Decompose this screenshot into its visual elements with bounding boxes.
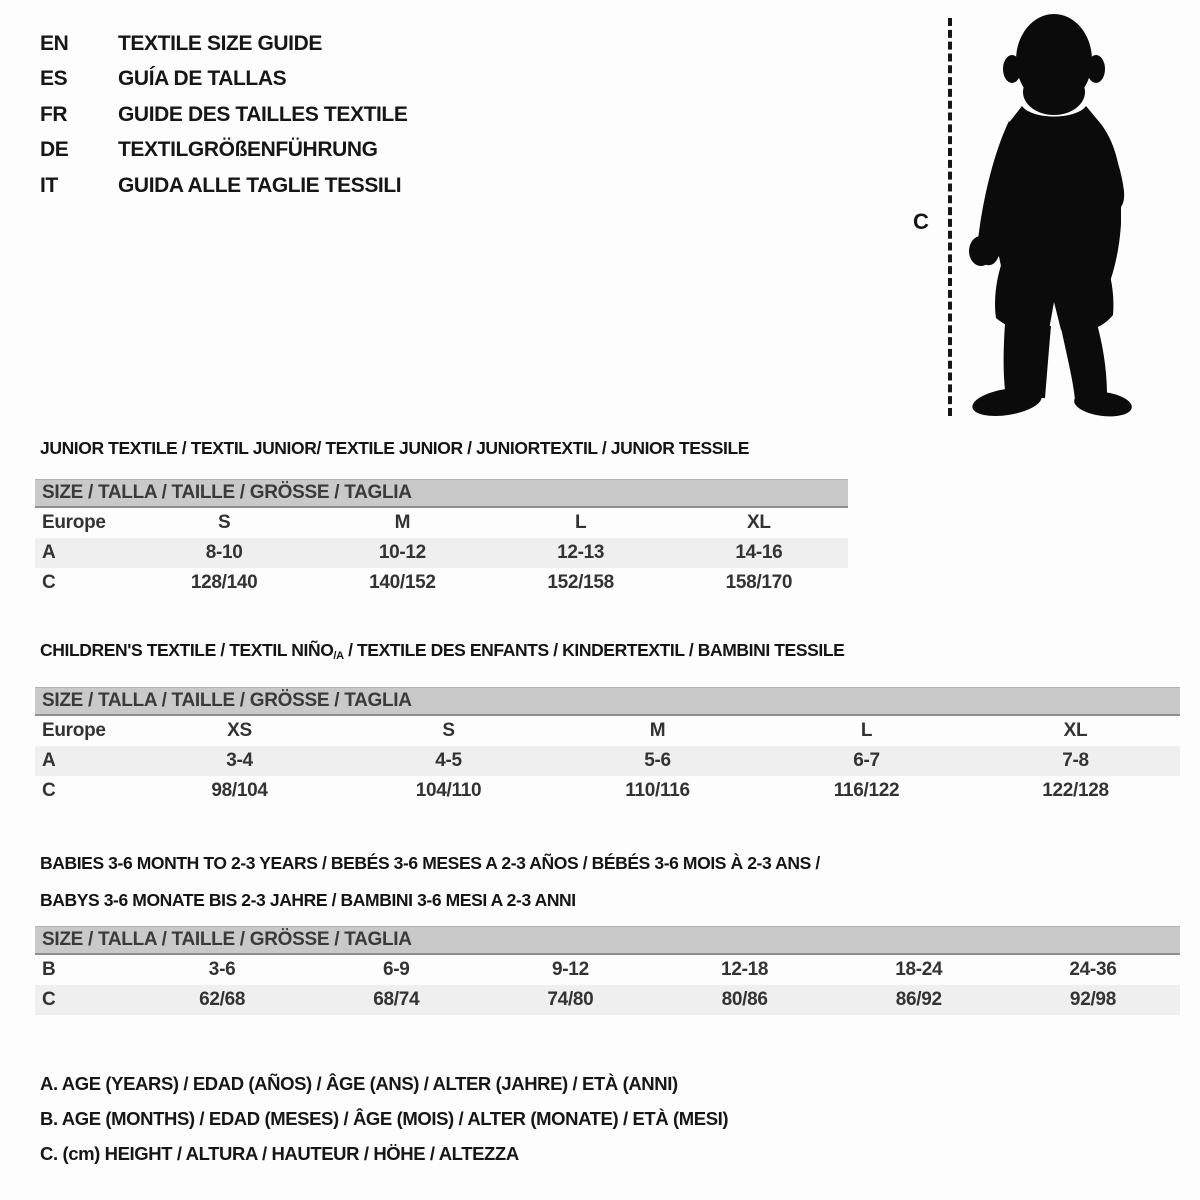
children-title-part2: / TEXTILE DES ENFANTS / KINDERTEXTIL / BAMBINI TESSILE bbox=[343, 640, 845, 660]
language-row-es bbox=[40, 62, 407, 98]
height-measure-label: C bbox=[913, 209, 929, 234]
height-cell: 110/116 bbox=[625, 780, 690, 801]
months-cell: 24-36 bbox=[1069, 959, 1117, 980]
size-cell: XL bbox=[1063, 720, 1088, 741]
height-cell: 62/68 bbox=[199, 989, 246, 1010]
language-row-de bbox=[40, 133, 407, 169]
height-cell: 86/92 bbox=[895, 989, 942, 1010]
language-row-fr bbox=[40, 97, 407, 133]
row-label: C bbox=[42, 780, 56, 801]
guide-title: GUIDA ALLE TAGLIE TESSILI bbox=[118, 173, 402, 197]
language-row-en bbox=[40, 26, 407, 62]
table-row-age bbox=[35, 538, 848, 568]
children-section-title bbox=[40, 640, 844, 662]
months-cell: 12-18 bbox=[721, 959, 769, 980]
size-cell: M bbox=[394, 512, 411, 533]
height-cell: 128/140 bbox=[190, 572, 258, 593]
table-row-europe bbox=[35, 716, 1180, 746]
height-cell: 92/98 bbox=[1069, 989, 1116, 1010]
babies-size-table bbox=[35, 926, 1180, 1015]
legend-line-a: A. AGE (YEARS) / EDAD (AÑOS) / ÂGE (ANS) / ALTER (JAHRE) / ETÀ (ANNI) bbox=[40, 1072, 678, 1094]
size-cell: XS bbox=[227, 720, 252, 741]
months-cell: 18-24 bbox=[895, 959, 943, 980]
measurement-legend bbox=[40, 1066, 728, 1171]
size-header-bar: SIZE / TALLA / TAILLE / GRÖSSE / TAGLIA bbox=[35, 926, 1180, 955]
age-cell: 8-10 bbox=[205, 542, 243, 563]
language-title-list bbox=[40, 26, 407, 204]
babies-title-line2: BABYS 3-6 MONATE BIS 2-3 JAHRE / BAMBINI 3-6 MESI A 2-3 ANNI bbox=[40, 890, 576, 910]
language-row-it bbox=[40, 168, 407, 204]
size-cell: S bbox=[217, 512, 231, 533]
height-cell: 74/80 bbox=[547, 989, 594, 1010]
legend-line-c: C. (cm) HEIGHT / ALTURA / HAUTEUR / HÖHE / ALTEZZA bbox=[40, 1142, 519, 1164]
height-cell: 116/122 bbox=[833, 780, 900, 801]
language-code: FR bbox=[40, 102, 68, 126]
guide-title: GUÍA DE TALLAS bbox=[118, 67, 287, 91]
toddler-silhouette-icon bbox=[960, 8, 1148, 420]
table-row-months bbox=[35, 955, 1180, 985]
row-label: C bbox=[42, 989, 56, 1010]
height-cell: 104/110 bbox=[415, 780, 482, 801]
row-label: B bbox=[42, 959, 56, 980]
language-code: EN bbox=[40, 31, 69, 55]
language-code: IT bbox=[40, 173, 58, 197]
language-code: ES bbox=[40, 67, 68, 91]
height-measure-dashed-line bbox=[948, 18, 952, 416]
size-header-bar: SIZE / TALLA / TAILLE / GRÖSSE / TAGLIA bbox=[35, 687, 1180, 716]
junior-size-table bbox=[35, 479, 848, 598]
months-cell: 9-12 bbox=[552, 959, 589, 980]
age-cell: 10-12 bbox=[378, 542, 426, 563]
size-cell: M bbox=[649, 720, 666, 741]
language-code: DE bbox=[40, 138, 69, 162]
children-size-table bbox=[35, 687, 1180, 806]
height-cell: 158/170 bbox=[725, 572, 793, 593]
guide-title: TEXTILGRÖßENFÜHRUNG bbox=[118, 138, 378, 162]
age-cell: 4-5 bbox=[435, 750, 462, 771]
height-cell: 152/158 bbox=[547, 572, 614, 593]
row-label: Europe bbox=[42, 512, 106, 533]
age-cell: 6-7 bbox=[853, 750, 880, 771]
age-cell: 7-8 bbox=[1062, 750, 1089, 771]
age-cell: 5-6 bbox=[644, 750, 671, 771]
height-cell: 122/128 bbox=[1042, 780, 1109, 801]
guide-title: TEXTILE SIZE GUIDE bbox=[118, 31, 322, 55]
table-row-height bbox=[35, 985, 1180, 1015]
row-label: A bbox=[42, 542, 56, 563]
guide-title: GUIDE DES TAILLES TEXTILE bbox=[118, 102, 408, 126]
junior-section-title: JUNIOR TEXTILE / TEXTIL JUNIOR/ TEXTILE JUNIOR / JUNIORTEXTIL / JUNIOR TESSILE bbox=[40, 438, 750, 458]
months-cell: 3-6 bbox=[208, 959, 236, 980]
months-cell: 6-9 bbox=[382, 959, 410, 980]
height-cell: 140/152 bbox=[369, 572, 436, 593]
children-title-part1: CHILDREN'S TEXTILE / TEXTIL NIÑO bbox=[40, 640, 334, 660]
legend-line-b: B. AGE (MONTHS) / EDAD (MESES) / ÂGE (MOIS) / ALTER (MONATE) / ETÀ (MESI) bbox=[40, 1107, 729, 1129]
table-row-height bbox=[35, 776, 1180, 806]
height-cell: 80/86 bbox=[721, 989, 768, 1010]
babies-title-line1: BABIES 3-6 MONTH TO 2-3 YEARS / BEBÉS 3-6 MESES A 2-3 AÑOS / BÉBÉS 3-6 MOIS À 2-3 ANS / bbox=[40, 853, 820, 873]
babies-section-title bbox=[40, 845, 820, 919]
age-cell: 14-16 bbox=[735, 542, 783, 563]
table-row-europe bbox=[35, 508, 848, 538]
table-row-age bbox=[35, 746, 1180, 776]
size-cell: XL bbox=[747, 512, 771, 533]
row-label: Europe bbox=[42, 720, 106, 741]
children-title-subscript: /A bbox=[333, 650, 344, 662]
size-cell: L bbox=[860, 720, 873, 741]
size-cell: S bbox=[442, 720, 455, 741]
age-cell: 12-13 bbox=[557, 542, 605, 563]
height-cell: 68/74 bbox=[373, 989, 420, 1010]
size-cell: L bbox=[574, 512, 587, 533]
table-row-height bbox=[35, 568, 848, 598]
row-label: A bbox=[42, 750, 56, 771]
age-cell: 3-4 bbox=[226, 750, 253, 771]
height-cell: 98/104 bbox=[211, 780, 268, 801]
size-header-bar: SIZE / TALLA / TAILLE / GRÖSSE / TAGLIA bbox=[35, 479, 848, 508]
row-label: C bbox=[42, 572, 56, 593]
